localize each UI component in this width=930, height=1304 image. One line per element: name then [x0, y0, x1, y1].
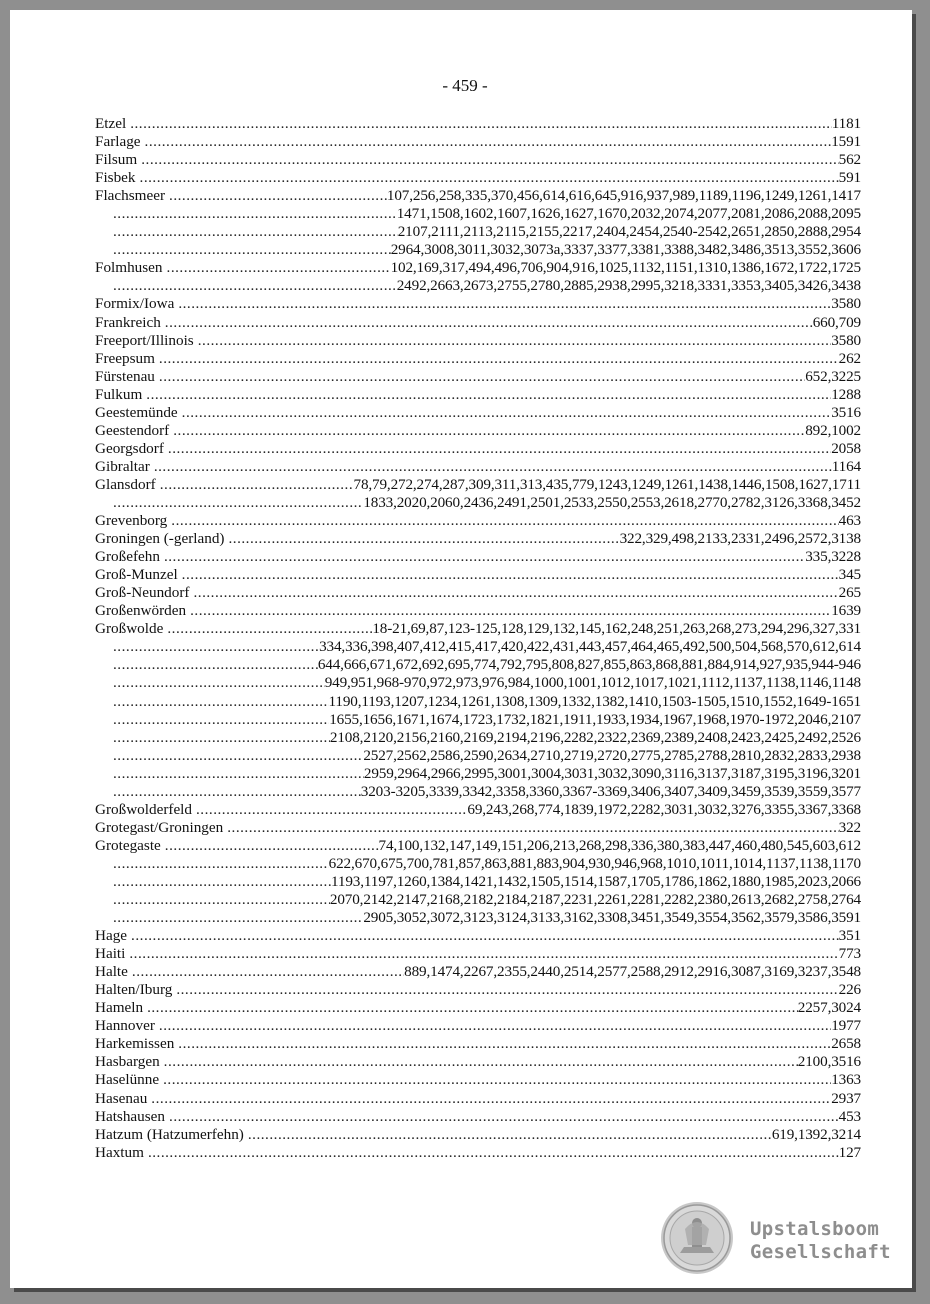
entry-term: Groß-Munzel: [95, 566, 178, 584]
dot-leader: [113, 765, 364, 783]
entry-term: Großenwörden: [95, 602, 187, 620]
entry-pages: 127: [838, 1143, 861, 1161]
entry-pages: 591: [838, 169, 861, 187]
dot-leader: [168, 440, 831, 458]
entry-line: [95, 927, 861, 945]
entry-pages: 2257,3024: [797, 999, 861, 1017]
entry-line: [95, 1035, 861, 1053]
dot-leader: [113, 241, 391, 259]
dot-leader: [178, 295, 831, 313]
entry-term: Halte: [95, 963, 128, 981]
dot-leader: [113, 277, 397, 295]
entry-term: Freeport/Illinois: [95, 331, 194, 349]
entry-pages: 1164: [831, 457, 861, 475]
entry-line: [95, 512, 861, 530]
brand-line-1: Upstalsboom: [750, 1218, 880, 1240]
entry-pages: 1363: [831, 1071, 861, 1089]
entry-pages: 265: [838, 584, 861, 602]
dot-leader: [140, 169, 839, 187]
entry-term: Hameln: [95, 999, 144, 1017]
entry-term: Großwolderfeld: [95, 800, 192, 818]
entry-line: [95, 1126, 861, 1144]
index-entry: [95, 566, 861, 584]
entry-pages: 2905,3052,3072,3123,3124,3133,3162,3308,3451,3549,3554,3562,3579,3586,3591: [363, 909, 861, 927]
entry-pages: 562: [838, 151, 861, 169]
dot-leader: [113, 855, 329, 873]
entry-term: Gibraltar: [95, 457, 150, 475]
entry-term: Hasbargen: [95, 1053, 160, 1071]
entry-pages: 1833,2020,2060,2436,2491,2501,2533,2550,2553,2618,2770,2782,3126,3368,3452: [363, 493, 861, 511]
entry-term: Freepsum: [95, 349, 155, 367]
index-entry: [95, 169, 861, 187]
entry-pages: 3203-3205,3339,3342,3358,3360,3367-3369,3406,3407,3409,3459,3539,3559,3577: [360, 782, 861, 800]
dot-leader: [113, 638, 319, 656]
entry-line: [95, 133, 861, 151]
dot-leader: [145, 133, 832, 151]
entry-continuation-line: [95, 765, 861, 783]
entry-line: [95, 368, 861, 386]
entry-pages: 78,79,272,274,287,309,311,313,435,779,1243,1249,1261,1438,1446,1508,1627,1711: [353, 475, 861, 493]
index-entry: [95, 151, 861, 169]
entry-term: Hage: [95, 927, 128, 945]
dot-leader: [113, 729, 330, 747]
dot-leader: [154, 458, 832, 476]
index-entry: [95, 440, 861, 458]
entry-line: [95, 1017, 861, 1035]
index-entry: [95, 404, 861, 422]
dot-leader: [196, 801, 467, 819]
index-entry: [95, 133, 861, 151]
entry-pages: 2658: [831, 1035, 861, 1053]
entry-term: Filsum: [95, 151, 138, 169]
entry-pages: 334,336,398,407,412,415,417,420,422,431,443,457,464,465,492,500,504,568,570,612,614: [319, 638, 861, 656]
entry-line: [95, 566, 861, 584]
entry-line: [95, 476, 861, 494]
dot-leader: [173, 422, 805, 440]
entry-line: [95, 314, 861, 332]
entry-continuation-line: [95, 711, 861, 729]
entry-pages: 335,3228: [805, 548, 861, 566]
index-entry: [95, 458, 861, 476]
dot-leader: [169, 1108, 839, 1126]
entry-pages: 2959,2964,2966,2995,3001,3004,3031,3032,3090,3116,3137,3187,3195,3196,3201: [363, 764, 861, 782]
entry-pages: 773: [838, 945, 861, 963]
dot-leader: [198, 332, 832, 350]
entry-pages: 1181: [831, 115, 861, 132]
entry-term: Großefehn: [95, 548, 160, 566]
entry-term: Haxtum: [95, 1143, 144, 1161]
entry-pages: 1471,1508,1602,1607,1626,1627,1670,2032,2074,2077,2081,2086,2088,2095: [396, 205, 861, 223]
entry-pages: 107,256,258,335,370,456,614,616,645,916,937,989,1189,1196,1249,1261,1417: [386, 187, 861, 205]
entry-pages: 2492,2663,2673,2755,2780,2885,2938,2995,3218,3331,3353,3405,3426,3438: [396, 277, 861, 295]
index-entry: [95, 314, 861, 332]
index-entry: [95, 332, 861, 350]
entry-pages: 463: [838, 512, 861, 530]
dot-leader: [165, 314, 813, 332]
dot-leader: [164, 1053, 798, 1071]
entry-line: [95, 584, 861, 602]
entry-term: Formix/Iowa: [95, 295, 175, 313]
entry-line: [95, 422, 861, 440]
entry-line: [95, 151, 861, 169]
entry-continuation-line: [95, 909, 861, 927]
entry-pages: 1591: [831, 133, 861, 151]
index-entry: [95, 1090, 861, 1108]
entry-term: Hannover: [95, 1017, 155, 1035]
entry-term: Haselünne: [95, 1071, 160, 1089]
dot-leader: [160, 476, 354, 494]
entry-continuation-line: [95, 729, 861, 747]
index-entry: [95, 801, 861, 819]
index-entry: [95, 368, 861, 386]
dot-leader: [113, 747, 363, 765]
entry-term: Glansdorf: [95, 475, 156, 493]
index-entry: [95, 422, 861, 440]
index-entry: [95, 1053, 861, 1071]
entry-pages: 644,666,671,672,692,695,774,792,795,808,827,855,863,868,881,884,914,927,935,944-946: [317, 656, 861, 674]
index-entry: [95, 1017, 861, 1035]
entry-term: Grotegast/Groningen: [95, 818, 224, 836]
index-entry: [95, 295, 861, 313]
entry-pages: 3580: [831, 295, 861, 313]
dot-leader: [148, 1144, 839, 1162]
dot-leader: [113, 223, 398, 241]
entry-term: Farlage: [95, 133, 141, 151]
entry-term: Fürstenau: [95, 367, 155, 385]
dot-leader: [228, 530, 619, 548]
entry-pages: 1639: [831, 602, 861, 620]
dot-leader: [164, 548, 805, 566]
index-entry: [95, 963, 861, 981]
dot-leader: [167, 259, 391, 277]
dot-leader: [129, 945, 838, 963]
entry-line: [95, 981, 861, 999]
dot-leader: [132, 963, 404, 981]
entry-term: Geestemünde: [95, 403, 178, 421]
entry-continuation-line: [95, 277, 861, 295]
dot-leader: [146, 386, 831, 404]
entry-pages: 619,1392,3214: [771, 1125, 861, 1143]
dot-leader: [141, 151, 838, 169]
index-entry: [95, 548, 861, 566]
entry-line: [95, 602, 861, 620]
entry-continuation-line: [95, 656, 861, 674]
dot-leader: [167, 620, 372, 638]
index-entry: [95, 187, 861, 259]
dot-leader: [171, 512, 838, 530]
entry-line: [95, 620, 861, 638]
index-entry: [95, 386, 861, 404]
entry-line: [95, 1053, 861, 1071]
entry-pages: 74,100,132,147,149,151,206,213,268,298,336,380,383,447,460,480,545,603,612: [378, 836, 861, 854]
dot-leader: [176, 981, 838, 999]
entry-pages: 892,1002: [805, 421, 861, 439]
entry-term: Hasenau: [95, 1089, 148, 1107]
entry-line: [95, 187, 861, 205]
entry-term: Frankreich: [95, 313, 161, 331]
dot-leader: [193, 584, 838, 602]
dot-leader: [113, 656, 318, 674]
entry-line: [95, 530, 861, 548]
dot-leader: [190, 602, 831, 620]
dot-leader: [165, 837, 379, 855]
dot-leader: [147, 999, 798, 1017]
index-entry: [95, 945, 861, 963]
entry-term: Großwolde: [95, 620, 164, 638]
entry-continuation-line: [95, 674, 861, 692]
entry-pages: 1190,1193,1207,1234,1261,1308,1309,1332,1382,1410,1503-1505,1510,1552,1649-1651: [328, 692, 861, 710]
index-entry: [95, 981, 861, 999]
entry-line: [95, 350, 861, 368]
brand-text: [750, 1218, 910, 1264]
entry-continuation-line: [95, 873, 861, 891]
entry-term: Hatzum (Hatzumerfehn): [95, 1125, 244, 1143]
entry-line: [95, 819, 861, 837]
entry-continuation-line: [95, 891, 861, 909]
entry-continuation-line: [95, 783, 861, 801]
index-entry: [95, 927, 861, 945]
index-entry: [95, 476, 861, 512]
entry-pages: 3580: [831, 331, 861, 349]
entry-pages: 2058: [831, 439, 861, 457]
entry-line: [95, 837, 861, 855]
entry-continuation-line: [95, 241, 861, 259]
entry-line: [95, 386, 861, 404]
entry-line: [95, 169, 861, 187]
entry-term: Flachsmeer: [95, 187, 166, 205]
dot-leader: [113, 873, 331, 891]
entry-term: Etzel: [95, 115, 127, 132]
entry-pages: 18-21,69,87,123-125,128,129,132,145,162,248,251,263,268,273,294,296,327,331: [372, 620, 861, 638]
entry-line: [95, 548, 861, 566]
dot-leader: [113, 674, 325, 692]
entry-term: Halten/Iburg: [95, 981, 173, 999]
dot-leader: [131, 927, 839, 945]
dot-leader: [113, 909, 363, 927]
dot-leader: [178, 1035, 831, 1053]
entry-pages: 3516: [831, 403, 861, 421]
dot-leader: [113, 711, 329, 729]
index-entry: [95, 819, 861, 837]
entry-pages: 2108,2120,2156,2160,2169,2194,2196,2282,2322,2369,2389,2408,2423,2425,2492,2526: [329, 728, 861, 746]
index-entry: [95, 530, 861, 548]
dot-leader: [169, 187, 387, 205]
entry-term: Fulkum: [95, 385, 143, 403]
entry-line: [95, 1144, 861, 1162]
entry-continuation-line: [95, 855, 861, 873]
entry-continuation-line: [95, 693, 861, 711]
index-list: [95, 115, 861, 1162]
entry-continuation-line: [95, 223, 861, 241]
dot-leader: [227, 819, 838, 837]
dot-leader: [163, 1071, 831, 1089]
index-entry: [95, 1126, 861, 1144]
entry-term: Groningen (-gerland): [95, 530, 225, 548]
entry-term: Fisbek: [95, 169, 136, 187]
entry-pages: 2070,2142,2147,2168,2182,2184,2187,2231,2261,2281,2282,2380,2613,2682,2758,2764: [329, 891, 861, 909]
entry-continuation-line: [95, 205, 861, 223]
index-entry: [95, 999, 861, 1017]
entry-term: Hatshausen: [95, 1107, 166, 1125]
entry-pages: 1977: [831, 1017, 861, 1035]
entry-line: [95, 963, 861, 981]
entry-line: [95, 999, 861, 1017]
entry-pages: 1193,1197,1260,1384,1421,1432,1505,1514,1587,1705,1786,1862,1880,1985,2023,2066: [331, 872, 861, 890]
dot-leader: [113, 693, 329, 711]
page-number: - 459 -: [442, 76, 488, 95]
entry-line: [95, 458, 861, 476]
entry-pages: 2527,2562,2586,2590,2634,2710,2719,2720,2775,2785,2788,2810,2832,2833,2938: [363, 746, 861, 764]
entry-pages: 322: [838, 818, 861, 836]
entry-line: [95, 115, 861, 133]
entry-line: [95, 259, 861, 277]
entry-pages: 2100,3516: [797, 1053, 861, 1071]
index-entry: [95, 1071, 861, 1089]
entry-pages: 351: [838, 927, 861, 945]
entry-pages: 453: [838, 1107, 861, 1125]
index-entry: [95, 1144, 861, 1162]
index-entry: [95, 1108, 861, 1126]
index-entry: [95, 1035, 861, 1053]
entry-term: Georgsdorf: [95, 439, 164, 457]
entry-pages: 889,1474,2267,2355,2440,2514,2577,2588,2912,2916,3087,3169,3237,3548: [404, 963, 861, 981]
seal-icon: [660, 1201, 734, 1275]
entry-line: [95, 332, 861, 350]
entry-term: Haiti: [95, 945, 126, 963]
dot-leader: [182, 404, 832, 422]
entry-pages: 69,243,268,774,1839,1972,2282,3031,3032,3276,3355,3367,3368: [467, 800, 861, 818]
entry-pages: 322,329,498,2133,2331,2496,2572,3138: [619, 530, 861, 548]
entry-term: Folmhusen: [95, 259, 163, 277]
entry-line: [95, 440, 861, 458]
dot-leader: [151, 1090, 831, 1108]
entry-term: Grotegaste: [95, 836, 161, 854]
entry-continuation-line: [95, 494, 861, 512]
index-entry: [95, 837, 861, 927]
entry-pages: 2107,2111,2113,2115,2155,2217,2404,2454,2540-2542,2651,2850,2888,2954: [397, 223, 861, 241]
dot-leader: [130, 115, 832, 133]
entry-pages: 652,3225: [805, 367, 861, 385]
dot-leader: [248, 1126, 772, 1144]
dot-leader: [159, 1017, 831, 1035]
entry-line: [95, 1090, 861, 1108]
entry-pages: 262: [838, 349, 861, 367]
entry-line: [95, 801, 861, 819]
dot-leader: [113, 891, 330, 909]
dot-leader: [113, 205, 397, 223]
entry-line: [95, 404, 861, 422]
entry-term: Harkemissen: [95, 1035, 175, 1053]
index-entry: [95, 620, 861, 800]
entry-pages: 660,709: [812, 313, 861, 331]
entry-line: [95, 945, 861, 963]
entry-line: [95, 295, 861, 313]
dot-leader: [159, 350, 839, 368]
entry-pages: 102,169,317,494,496,706,904,916,1025,1132,1151,1310,1386,1672,1722,1725: [390, 259, 861, 277]
index-entry: [95, 115, 861, 133]
entry-pages: 226: [838, 981, 861, 999]
entry-pages: 1655,1656,1671,1674,1723,1732,1821,1911,1933,1934,1967,1968,1970-1972,2046,2107: [329, 710, 861, 728]
dot-leader: [113, 783, 361, 801]
dot-leader: [182, 566, 839, 584]
index-entry: [95, 602, 861, 620]
entry-term: Geestendorf: [95, 421, 170, 439]
entry-pages: 2937: [831, 1089, 861, 1107]
entry-term: Grevenborg: [95, 512, 168, 530]
entry-pages: 949,951,968-970,972,973,976,984,1000,1001,1012,1017,1021,1112,1137,1138,1146,1148: [324, 674, 861, 692]
index-entry: [95, 512, 861, 530]
index-entry: [95, 350, 861, 368]
entry-continuation-line: [95, 747, 861, 765]
dot-leader: [113, 494, 363, 512]
entry-pages: 622,670,675,700,781,857,863,881,883,904,930,946,968,1010,1011,1014,1137,1138,1170: [328, 854, 861, 872]
entry-line: [95, 1071, 861, 1089]
dot-leader: [159, 368, 805, 386]
index-entry: [95, 584, 861, 602]
brand-line-2: Gesellschaft: [750, 1241, 891, 1263]
entry-line: [95, 1108, 861, 1126]
index-entry: [95, 259, 861, 295]
entry-pages: 345: [838, 566, 861, 584]
entry-pages: 1288: [831, 385, 861, 403]
entry-pages: 2964,3008,3011,3032,3073a,3337,3377,3381,3388,3482,3486,3513,3552,3606: [390, 241, 861, 259]
entry-continuation-line: [95, 638, 861, 656]
entry-term: Groß-Neundorf: [95, 584, 190, 602]
